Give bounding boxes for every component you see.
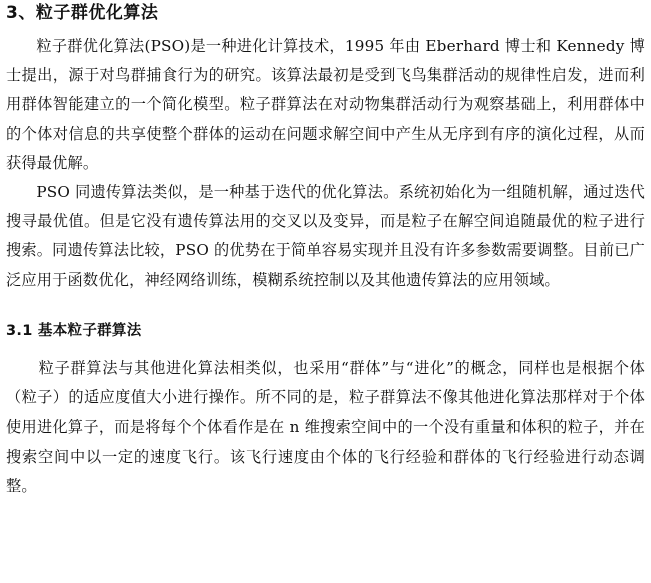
- subsection-title: 3.1 基本粒子群算法: [6, 322, 142, 339]
- section-paragraph-1: 粒子群优化算法(PSO)是一种进化计算技术，1995 年由 Eberhard 博士和 Kennedy 博士提出，源于对鸟群捕食行为的研究。该算法最初是受到飞鸟集群活动的规律性启发，进而利用群体智能建立的一个简化模型。粒子群算法在对动物集群活动行为观察基础上，利用群体中的个体对信息的共享使整个群体的运动在问题求解空间中产生从无序到有序的演化过程，从而获得最优解。: [6, 37, 645, 172]
- subsection-paragraph-1: 粒子群算法与其他进化算法相类似，也采用“群体”与“进化”的概念，同样也是根据个体（粒子）的适应度值大小进行操作。所不同的是，粒子群算法不像其他进化算法那样对于个体使用进化算子，而是将每个个体看作是在 n 维搜索空间中的一个没有重量和体积的粒子，并在搜索空间中以一定的速度飞行。该飞行速度由个体的飞行经验和群体的飞行经验进行动态调整。: [6, 358, 645, 496]
- section-paragraph-2: PSO 同遗传算法类似，是一种基于迭代的优化算法。系统初始化为一组随机解，通过迭代搜寻最优值。但是它没有遗传算法用的交叉以及变异，而是粒子在解空间追随最优的粒子进行搜索。同遗传算法比较，PSO 的优势在于简单容易实现并且没有许多参数需要调整。目前已广泛应用于函数优化，神经网络训练，模糊系统控制以及其他遗传算法的应用领域。: [6, 183, 645, 289]
- section-title: 3、粒子群优化算法: [6, 3, 159, 23]
